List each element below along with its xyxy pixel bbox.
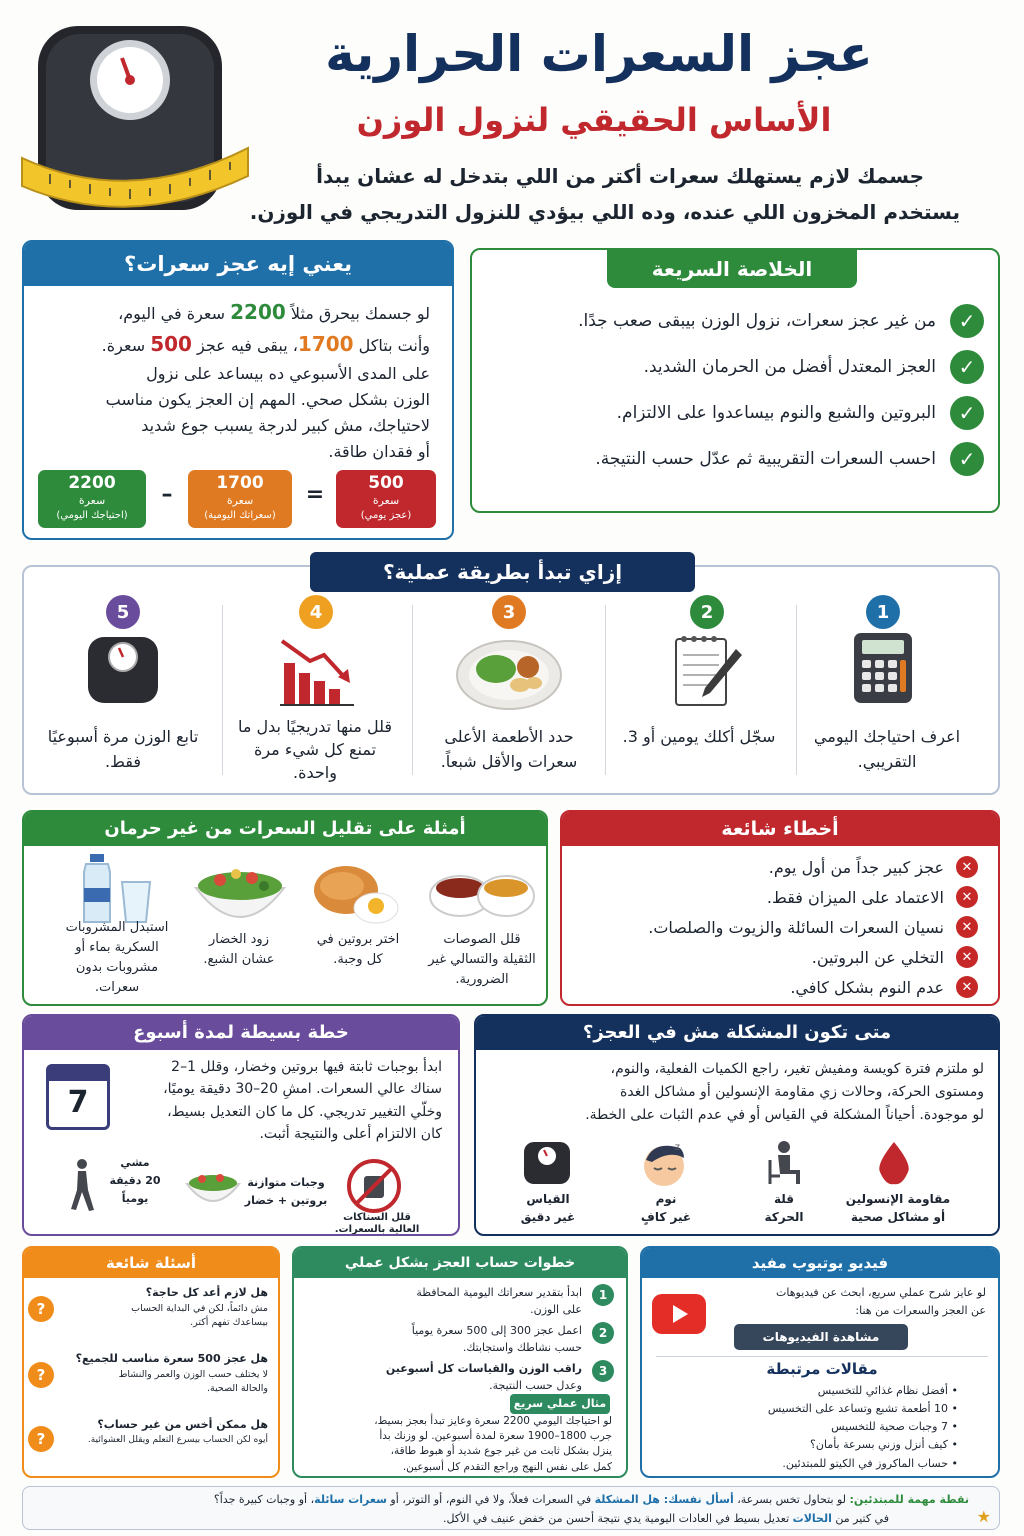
check-icon: ✓ (950, 396, 984, 430)
question-icon: ? (28, 1426, 54, 1452)
problem-items: مقاومة الإنسولين أو مشاكل صحية قلة الحركة z نوم غير كافٍ القياس غير دقيق (476, 1138, 1000, 1234)
sitting-person-icon (766, 1140, 806, 1190)
definition-card (22, 240, 454, 540)
calc-step: 3 راقب الوزن والقياسات كل أسبوعين وعدل حسب النتيجة. (302, 1360, 614, 1398)
equals-sign: = (305, 482, 325, 507)
start-title: إزاي تبدأ بطريقة عملية؟ (310, 552, 695, 592)
mistake-item: ✕ عدم النوم بشكل كافي. (578, 972, 978, 1002)
salad-bowl-icon (190, 856, 290, 932)
step-text: تابع الوزن مرة أسبوعيًا فقط. (47, 727, 199, 771)
example-badge: مثال عملي سريع (510, 1394, 610, 1414)
salad-bowl-icon (184, 1166, 242, 1212)
calc-step-list (302, 1284, 614, 1398)
sleepy-face-icon (640, 1138, 692, 1192)
step-number: 1 (866, 595, 900, 629)
summary-item-text: احسب السعرات التقريبية ثم عدّل حسب النتيجة. (595, 449, 936, 469)
no-snacks-icon (346, 1158, 402, 1218)
need-box: 2200 سعرة (احتياجك اليومي) (38, 470, 146, 528)
check-icon: ✓ (950, 442, 984, 476)
faq-question: هل عجز 500 سعرة مناسب للجميع؟ (75, 1352, 268, 1365)
page-subtitle: الأساس الحقيقي لنزول الوزن (356, 101, 832, 139)
problem-card (474, 1014, 1000, 1236)
step-text: سجّل أكلك يومين أو 3. (622, 727, 776, 746)
x-icon: ✕ (956, 856, 978, 878)
question-icon: ? (28, 1296, 54, 1322)
step-text: قلل منها تدريجيًا بدل ما تمنع كل شيء مرة واحدة. (237, 717, 393, 783)
mistake-item: ✕ التخلي عن البروتين. (578, 942, 978, 972)
page-title: عجز السعرات الحرارية (325, 25, 873, 83)
mistakes-list (578, 852, 978, 1002)
article-link[interactable]: • حساب الماكروز في الكيتو للمبتدئين. (782, 1456, 958, 1470)
faq-item: هل لازم أعد كل حاجة؟ مش دائماً، لكن في البداية الحساب بيساعدك تفهم أكتر. ? (28, 1284, 268, 1350)
example-text: استبدل المشروبات السكرية بماء أو مشروبات بدون سعرات. (65, 920, 169, 996)
step-number: 3 (492, 595, 526, 629)
scale-icon (522, 1140, 572, 1190)
step-number: 4 (299, 595, 333, 629)
plan-text: ابدأ بوجبات ثابتة فيها بروتين وخضار، وقلل 1–2 سناك عالي السعرات. امشِ 20–30 دقيقة يوميًا، وخلّي التغيير تدريجي. كل ما كان التعديل بسيط، كان الالتزام أعلى والنتيجة أثبت. (163, 1059, 442, 1143)
tip-text: نقطة مهمة للمبتدئين: لو بتحاول تخس بسرعة، أسأل نفسك: هل المشكلة في السعرات فعلاً، ولا في النوم، أو التوتر، أو سعرات سائلة، أو وجبات كبيرة جداً؟ في كتير من الحالات تعديل بسيط في العادات اليومية يدي نتيجة أحسن من خفض عنيف في الأكل. (213, 1493, 969, 1525)
mistake-item: ✕ الاعتماد على الميزان فقط. (578, 882, 978, 912)
check-icon: ✓ (950, 304, 984, 338)
faq-question: هل ممكن أخس من غير حساب؟ (97, 1418, 268, 1431)
calc-steps-card (292, 1246, 628, 1478)
x-icon: ✕ (956, 886, 978, 908)
start-steps (22, 565, 1000, 795)
step-number: 2 (690, 595, 724, 629)
problem-text: لو ملتزم فترة كويسة ومفيش تغير، راجع الكميات الفعلية، والنوم، ومستوى الحركة، وحالات زي مقاومة الإنسولين أو مشاكل الغدة لو موجودة. أحياناً المشكلة في القياس أو في عدم الثبات على الخطة. (585, 1061, 984, 1124)
summary-item (484, 436, 984, 482)
video-text: لو عايز شرح عملي سريع، ابحث عن فيديوهات عن العجز والسعرات من هنا: (776, 1286, 986, 1317)
plate-icon (454, 635, 564, 715)
calc-step-number: 1 (592, 1284, 614, 1306)
question-icon: ? (28, 1362, 54, 1388)
header-scale-illustration (20, 18, 250, 218)
examples-card (22, 810, 548, 1006)
intake-box: 1700 سعرة (سعراتك اليومية) (188, 470, 292, 528)
youtube-icon[interactable] (652, 1294, 706, 1334)
scale-icon (84, 633, 162, 711)
example-text: زود الخضار عشان الشبع. (203, 932, 275, 968)
summary-title: الخلاصة السريعة (607, 250, 857, 288)
x-icon: ✕ (956, 976, 978, 998)
articles-list (678, 1382, 958, 1473)
faq-list (28, 1284, 268, 1476)
calendar-icon (46, 1064, 110, 1130)
faq-title: أسئلة شائعة (24, 1248, 278, 1278)
chicken-egg-icon (306, 856, 406, 930)
need-number: 2200 (230, 300, 286, 324)
deficit-box: 500 سعرة (عجز يومي) (336, 470, 436, 528)
faq-item: هل ممكن أخس من غير حساب؟ أيوه لكن الحساب بيسرع التعلم ويقلل العشوائية. ? (28, 1416, 268, 1476)
minus-sign: – (161, 482, 173, 507)
step-number: 5 (106, 595, 140, 629)
mistakes-title: أخطاء شائعة (562, 812, 998, 846)
summary-card (470, 248, 1000, 513)
faq-question: هل لازم أعد كل حاجة؟ (145, 1286, 268, 1299)
calendar-day: 7 (67, 1085, 89, 1120)
tip-label: نقطة مهمة للمبتدئين: (849, 1493, 969, 1506)
article-link[interactable]: • 7 وجبات صحية للتخسيس (831, 1420, 958, 1434)
summary-item (484, 298, 984, 344)
blood-drop-icon (874, 1140, 914, 1190)
summary-list (484, 298, 984, 482)
article-link[interactable]: • كيف أنزل وزني بسرعة بأمان؟ (810, 1438, 958, 1452)
svg-text:z: z (674, 1142, 680, 1153)
summary-item-text: البروتين والشبع والنوم بيساعدوا على الالتزام. (616, 403, 936, 423)
summary-item-text: العجز المعتدل أفضل من الحرمان الشديد. (643, 357, 936, 377)
star-icon: ★ (976, 1507, 991, 1526)
check-icon: ✓ (950, 350, 984, 384)
example-text: قلل الصوصات الثقيلة والتسالي غير الضرورية. (428, 932, 536, 988)
example-text: لو احتياجك اليومي 2200 سعرة وعايز تبدأ بعجز بسيط، جرب 1800–1900 سعرة لمدة أسبوعين. لو وزنك بدأ ينزل بشكل ثابت من غير جوع شديد أو هبوط طاقة، كمل على نفس النهج وراجع التقدم كل أسبوعين. (374, 1415, 612, 1473)
examples-title: أمثلة على تقليل السعرات من غير حرمان (24, 812, 546, 846)
summary-item (484, 390, 984, 436)
sauce-bowls-icon (426, 856, 536, 924)
article-link[interactable]: • 10 أطعمة تشبع وتساعد على التخسيس (767, 1402, 958, 1416)
notepad-icon (670, 631, 744, 715)
x-icon: ✕ (956, 916, 978, 938)
step-text: حدد الأطعمة الأعلى سعرات والأقل شبعاً. (440, 727, 578, 771)
faq-item: هل عجز 500 سعرة مناسب للجميع؟ لا يختلف حسب الوزن والعمر والنشاط والحالة الصحية. ? (28, 1350, 268, 1416)
video-title: فيديو يوتيوب مفيد (642, 1248, 998, 1278)
problem-title: متى تكون المشكلة مش في العجز؟ (476, 1016, 998, 1050)
definition-title: يعني إيه عجز سعرات؟ (24, 242, 452, 286)
calc-step: 1 ابدأ بتقدير سعراتك اليومية المحافظة على الوزن. (302, 1284, 614, 1322)
definition-text: لو جسمك بيحرق مثلاً 2200 سعرة في اليوم، وأنت بتاكل 1700، يبقى فيه عجز 500 سعرة. على المدى الأسبوعي ده بيساعد على نزول الوزن بشكل صحي. المهم إن العجز يكون مناسب لاحتياجك، مش كبير لدرجة يسبب جوع شديد أو فقدان طاقة. (101, 300, 430, 461)
calc-steps-title: خطوات حساب العجز بشكل عملي (294, 1248, 626, 1278)
calc-step-number: 2 (592, 1322, 614, 1344)
video-card (640, 1246, 1000, 1478)
deficit-number: 500 (150, 332, 192, 357)
mistake-item: ✕ عجز كبير جداً من أول يوم. (578, 852, 978, 882)
calculator-icon (850, 631, 916, 709)
plan-card: خطة بسيطة لمدة أسبوع 7 ابدأ بوجبات ثابتة فيها بروتين وخضار، وقلل 1–2 سناك عالي السعرات. امشِ 20–30 دقيقة يوميًا، وخلّي التغيير تدريجي. كل ما كان التعديل بسيط، كان الالتزام أعلى والنتيجة أثبت. قلل السناكات العالية بالسعرات. وجبات متوازنة بروتين + خضار مشي 20 دقيقة يومياً (22, 1014, 460, 1236)
tip-box (22, 1486, 1000, 1530)
step-text: اعرف احتياجك اليومي التقريبي. (813, 727, 961, 771)
calc-step: 2 اعمل عجز 300 إلى 500 سعرة يومياً حسب نشاطك واستجابتك. (302, 1322, 614, 1360)
x-icon: ✕ (956, 946, 978, 968)
intro-line-1: جسمك لازم يستهلك سعرات أكتر من اللي بتدخل له عشان يبدأ (316, 164, 924, 188)
mistake-item: ✕ نسيان السعرات السائلة والزيوت والصلصات. (578, 912, 978, 942)
articles-title: مقالات مرتبطة (766, 1360, 878, 1378)
intake-number: 1700 (297, 332, 354, 357)
intro-line-2: يستخدم المخزون اللي عنده، وده اللي بيؤدي للنزول التدريجي في الوزن. (249, 200, 960, 224)
watch-videos-button[interactable]: مشاهدة الفيديوهات (734, 1324, 908, 1350)
summary-item-text: من غير عجز سعرات، نزول الوزن بيبقى صعب جدًا. (578, 311, 936, 331)
faq-card (22, 1246, 280, 1478)
calc-step-number: 3 (592, 1360, 614, 1382)
example-text: اختر بروتين في كل وجبة. (316, 932, 400, 968)
summary-item (484, 344, 984, 390)
plan-title: خطة بسيطة لمدة أسبوع (24, 1016, 458, 1050)
walking-person-icon (64, 1158, 98, 1218)
decline-chart-icon (276, 633, 358, 713)
article-link[interactable]: • أفضل نظام غذائي للتخسيس (817, 1384, 958, 1397)
mistakes-card (560, 810, 1000, 1006)
